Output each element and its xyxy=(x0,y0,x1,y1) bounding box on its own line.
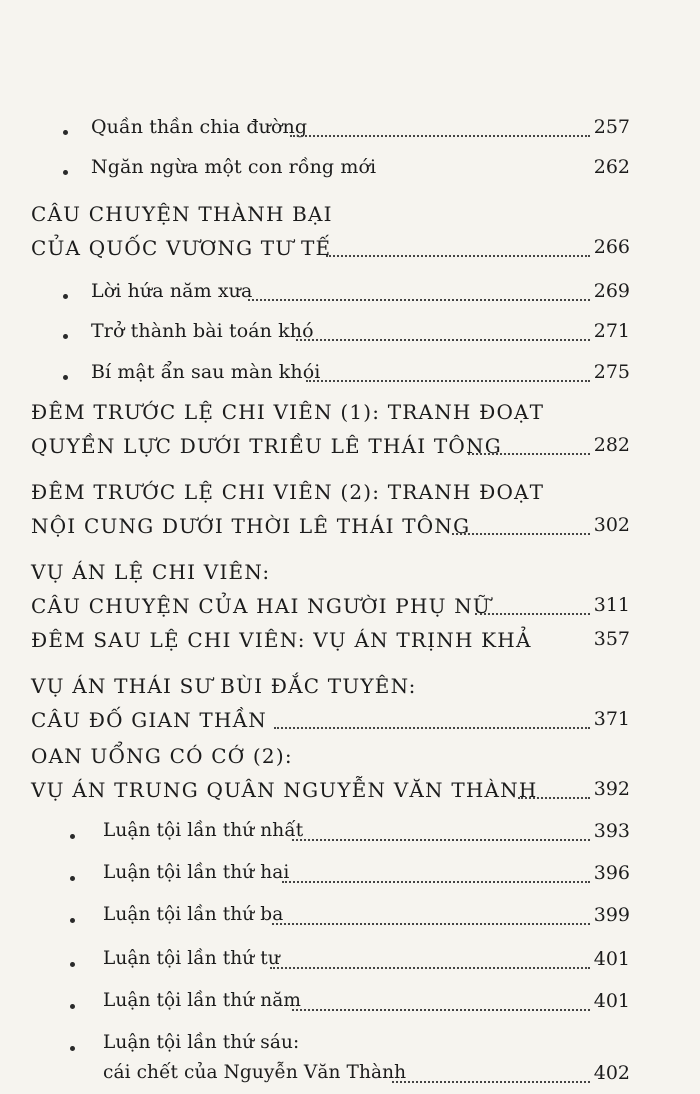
entry-title: Quần thần chia đường xyxy=(91,116,308,138)
entry-title: cái chết của Nguyễn Văn Thành xyxy=(103,1062,407,1083)
chapter-title-line: OAN UỔNG CÓ CỚ (2): xyxy=(31,744,293,768)
page-number: 302 xyxy=(593,514,630,536)
page-number: 357 xyxy=(593,628,630,650)
chapter-title-line: ĐÊM TRƯỚC LỆ CHI VIÊN (2): TRANH ĐOẠT xyxy=(31,480,545,504)
page-number: 266 xyxy=(593,236,630,258)
page-number: 311 xyxy=(593,594,630,616)
page-number: 262 xyxy=(593,156,630,178)
dot-leader xyxy=(272,923,590,925)
dot-leader xyxy=(296,339,590,341)
dot-leader xyxy=(292,839,590,841)
page-number: 269 xyxy=(593,280,630,302)
dot-leader xyxy=(274,727,590,729)
page-number: 402 xyxy=(593,1062,630,1084)
page-number: 271 xyxy=(593,320,630,342)
bullet-icon xyxy=(70,962,75,967)
page-number: 396 xyxy=(593,862,630,884)
dot-leader xyxy=(452,533,590,535)
page-number: 401 xyxy=(593,948,630,970)
chapter-title-line: CÂU CHUYỆN CỦA HAI NGƯỜI PHỤ NỮ xyxy=(31,594,491,618)
entry-title: Luận tội lần thứ ba xyxy=(103,904,284,925)
dot-leader xyxy=(292,1009,590,1011)
dot-leader xyxy=(392,1081,590,1083)
chapter-title-line: VỤ ÁN TRUNG QUÂN NGUYỄN VĂN THÀNH xyxy=(31,778,538,802)
toc-entry xyxy=(0,816,700,850)
bullet-icon xyxy=(70,1046,75,1051)
chapter-title-line: QUYỀN LỰC DƯỚI TRIỀU LÊ THÁI TÔNG xyxy=(31,434,502,458)
bullet-icon xyxy=(70,1004,75,1009)
chapter-title-line: ĐÊM SAU LỆ CHI VIÊN: VỤ ÁN TRỊNH KHẢ xyxy=(31,628,532,652)
toc-entry xyxy=(0,316,700,350)
toc-entry xyxy=(0,276,700,310)
toc-entry xyxy=(0,858,700,892)
chapter-title-line: VỤ ÁN THÁI SƯ BÙI ĐẮC TUYÊN: xyxy=(31,674,417,698)
bullet-icon xyxy=(63,334,68,339)
entry-title: Luận tội lần thứ tư xyxy=(103,948,280,969)
toc-entry xyxy=(0,624,700,658)
toc-entry xyxy=(0,670,700,738)
chapter-title-line: CÂU CHUYỆN THÀNH BẠI xyxy=(31,202,333,226)
toc-entry xyxy=(0,198,700,266)
chapter-title-line: CÂU ĐỐ GIAN THẦN xyxy=(31,708,267,732)
page-number: 399 xyxy=(593,904,630,926)
bullet-icon xyxy=(63,130,68,135)
dot-leader xyxy=(282,881,590,883)
entry-title: Ngăn ngừa một con rồng mới xyxy=(91,156,377,178)
toc-entry xyxy=(0,900,700,934)
toc-entry xyxy=(0,1028,700,1092)
page-number: 257 xyxy=(593,116,630,138)
entry-title: Luận tội lần thứ sáu: xyxy=(103,1032,300,1053)
toc-entry xyxy=(0,740,700,808)
chapter-title-line: NỘI CUNG DƯỚI THỜI LÊ THÁI TÔNG xyxy=(31,514,471,538)
bullet-icon xyxy=(70,876,75,881)
page-number: 393 xyxy=(593,820,630,842)
entry-title: Luận tội lần thứ nhất xyxy=(103,820,304,841)
dot-leader xyxy=(306,380,590,382)
page-number: 282 xyxy=(593,434,630,456)
dot-leader xyxy=(475,613,590,615)
bullet-icon xyxy=(70,918,75,923)
entry-title: Luận tội lần thứ năm xyxy=(103,990,302,1011)
page-number: 371 xyxy=(593,708,630,730)
entry-title: Luận tội lần thứ hai xyxy=(103,862,290,883)
page-number: 401 xyxy=(593,990,630,1012)
chapter-title-line: CỦA QUỐC VƯƠNG TƯ TẾ xyxy=(31,236,332,260)
toc-entry xyxy=(0,944,700,978)
toc-entry xyxy=(0,357,700,391)
dot-leader xyxy=(248,299,590,301)
page-number: 275 xyxy=(593,361,630,383)
chapter-title-line: VỤ ÁN LỆ CHI VIÊN: xyxy=(31,560,271,584)
page-number: 392 xyxy=(593,778,630,800)
toc-entry xyxy=(0,556,700,624)
toc-entry xyxy=(0,476,700,544)
entry-title: Lời hứa năm xưa xyxy=(91,280,253,302)
toc-entry xyxy=(0,986,700,1020)
bullet-icon xyxy=(63,375,68,380)
chapter-title-line: ĐÊM TRƯỚC LỆ CHI VIÊN (1): TRANH ĐOẠT xyxy=(31,400,545,424)
bullet-icon xyxy=(63,294,68,299)
dot-leader xyxy=(326,255,590,257)
entry-title: Trở thành bài toán khó xyxy=(91,320,314,342)
dot-leader xyxy=(270,967,590,969)
bullet-icon xyxy=(70,834,75,839)
toc-entry xyxy=(0,152,700,186)
entry-title: Bí mật ẩn sau màn khói xyxy=(91,361,321,383)
toc-entry xyxy=(0,396,700,464)
toc-entry xyxy=(0,112,700,146)
dot-leader xyxy=(468,453,590,455)
dot-leader xyxy=(518,797,590,799)
bullet-icon xyxy=(63,170,68,175)
dot-leader xyxy=(290,135,590,137)
